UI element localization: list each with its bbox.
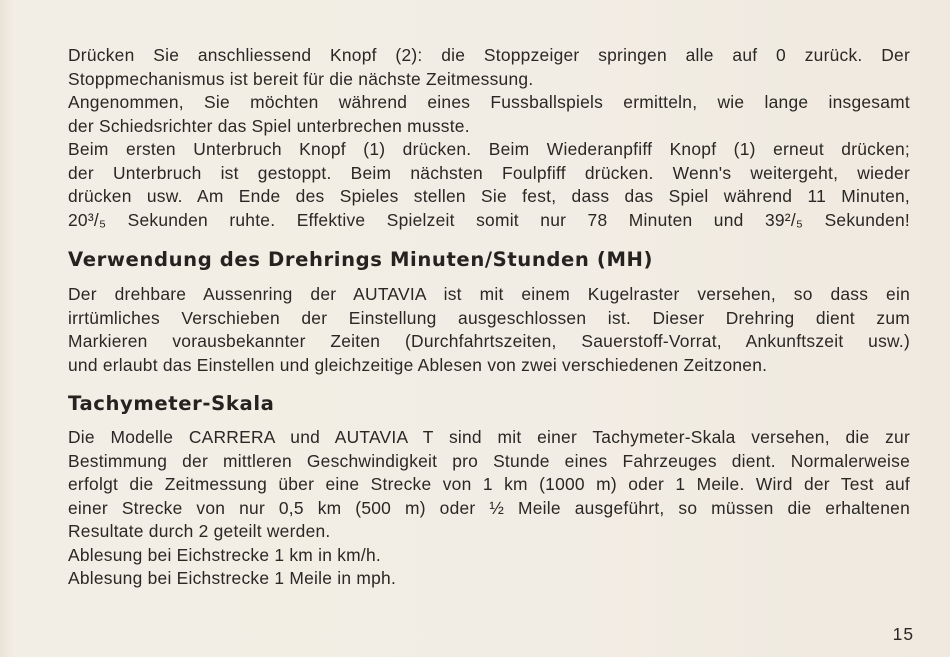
page-content bbox=[68, 44, 910, 591]
tachymeter-paragraph bbox=[68, 426, 910, 591]
text-line: Beim ersten Unterbruch Knopf (1) drücken. Beim Wiederanpfiff Knopf (1) erneut drücken; bbox=[68, 139, 910, 159]
reading-km: Ablesung bei Eichstrecke 1 km in km/h. bbox=[68, 544, 382, 565]
text-line: Resultate durch 2 geteilt werden. bbox=[68, 521, 331, 541]
text-line: irrtümliches Verschieben der Einstellung ausgeschlossen ist. Dieser Drehring dient zum bbox=[68, 307, 910, 328]
page-number: 15 bbox=[892, 624, 914, 644]
section-heading-drehring: Verwendung des Drehrings Minuten/Stunden (MH) bbox=[68, 248, 654, 271]
text-line: einer Strecke von nur 0,5 km (500 m) oder ½ Meile ausgeführt, so müssen die erhaltenen bbox=[68, 497, 910, 518]
text-line: Drücken Sie anschliessend Knopf (2): die Stoppzeiger springen alle auf 0 zurück. Der bbox=[68, 45, 910, 65]
text-line: Stoppmechanismus ist bereit für die nächste Zeitmessung. bbox=[68, 68, 534, 89]
text-line: Der drehbare Aussenring der AUTAVIA ist mit einem Kugelraster versehen, so dass ein bbox=[68, 284, 910, 304]
text-line: Bestimmung der mittleren Geschwindigkeit pro Stunde eines Fahrzeuges dient. Normalerweise bbox=[68, 450, 910, 471]
drehring-paragraph bbox=[68, 283, 910, 377]
text-line: Markieren vorausbekannter Zeiten (Durchfahrtszeiten, Sauerstoff-Vorrat, Ankunftszeit usw.) bbox=[68, 331, 910, 351]
text-line: der Schiedsrichter das Spiel unterbrechen musste. bbox=[68, 115, 470, 136]
text-line: Die Modelle CARRERA und AUTAVIA T sind mit einer Tachymeter-Skala versehen, die zur bbox=[68, 427, 910, 447]
text-line: Angenommen, Sie möchten während eines Fussballspiels ermitteln, wie lange insgesamt bbox=[68, 92, 910, 112]
intro-paragraph bbox=[68, 44, 910, 232]
text-line: drücken usw. Am Ende des Spieles stellen Sie fest, dass das Spiel während 11 Minuten, bbox=[68, 186, 910, 206]
text-line: und erlaubt das Einstellen und gleichzeitige Ablesen von zwei verschiedenen Zeitzonen. bbox=[68, 354, 768, 375]
text-line: 20³/₅ Sekunden ruhte. Effektive Spielzeit somit nur 78 Minuten und 39²/₅ Sekunden! bbox=[68, 209, 910, 230]
text-line: der Unterbruch ist gestoppt. Beim nächsten Foulpfiff drücken. Wenn's weitergeht, wieder bbox=[68, 162, 910, 183]
reading-mile: Ablesung bei Eichstrecke 1 Meile in mph. bbox=[68, 568, 397, 588]
text-line: erfolgt die Zeitmessung über eine Strecke von 1 km (1000 m) oder 1 Meile. Wird der Test auf bbox=[68, 474, 910, 494]
section-heading-tachymeter: Tachymeter-Skala bbox=[68, 392, 275, 415]
